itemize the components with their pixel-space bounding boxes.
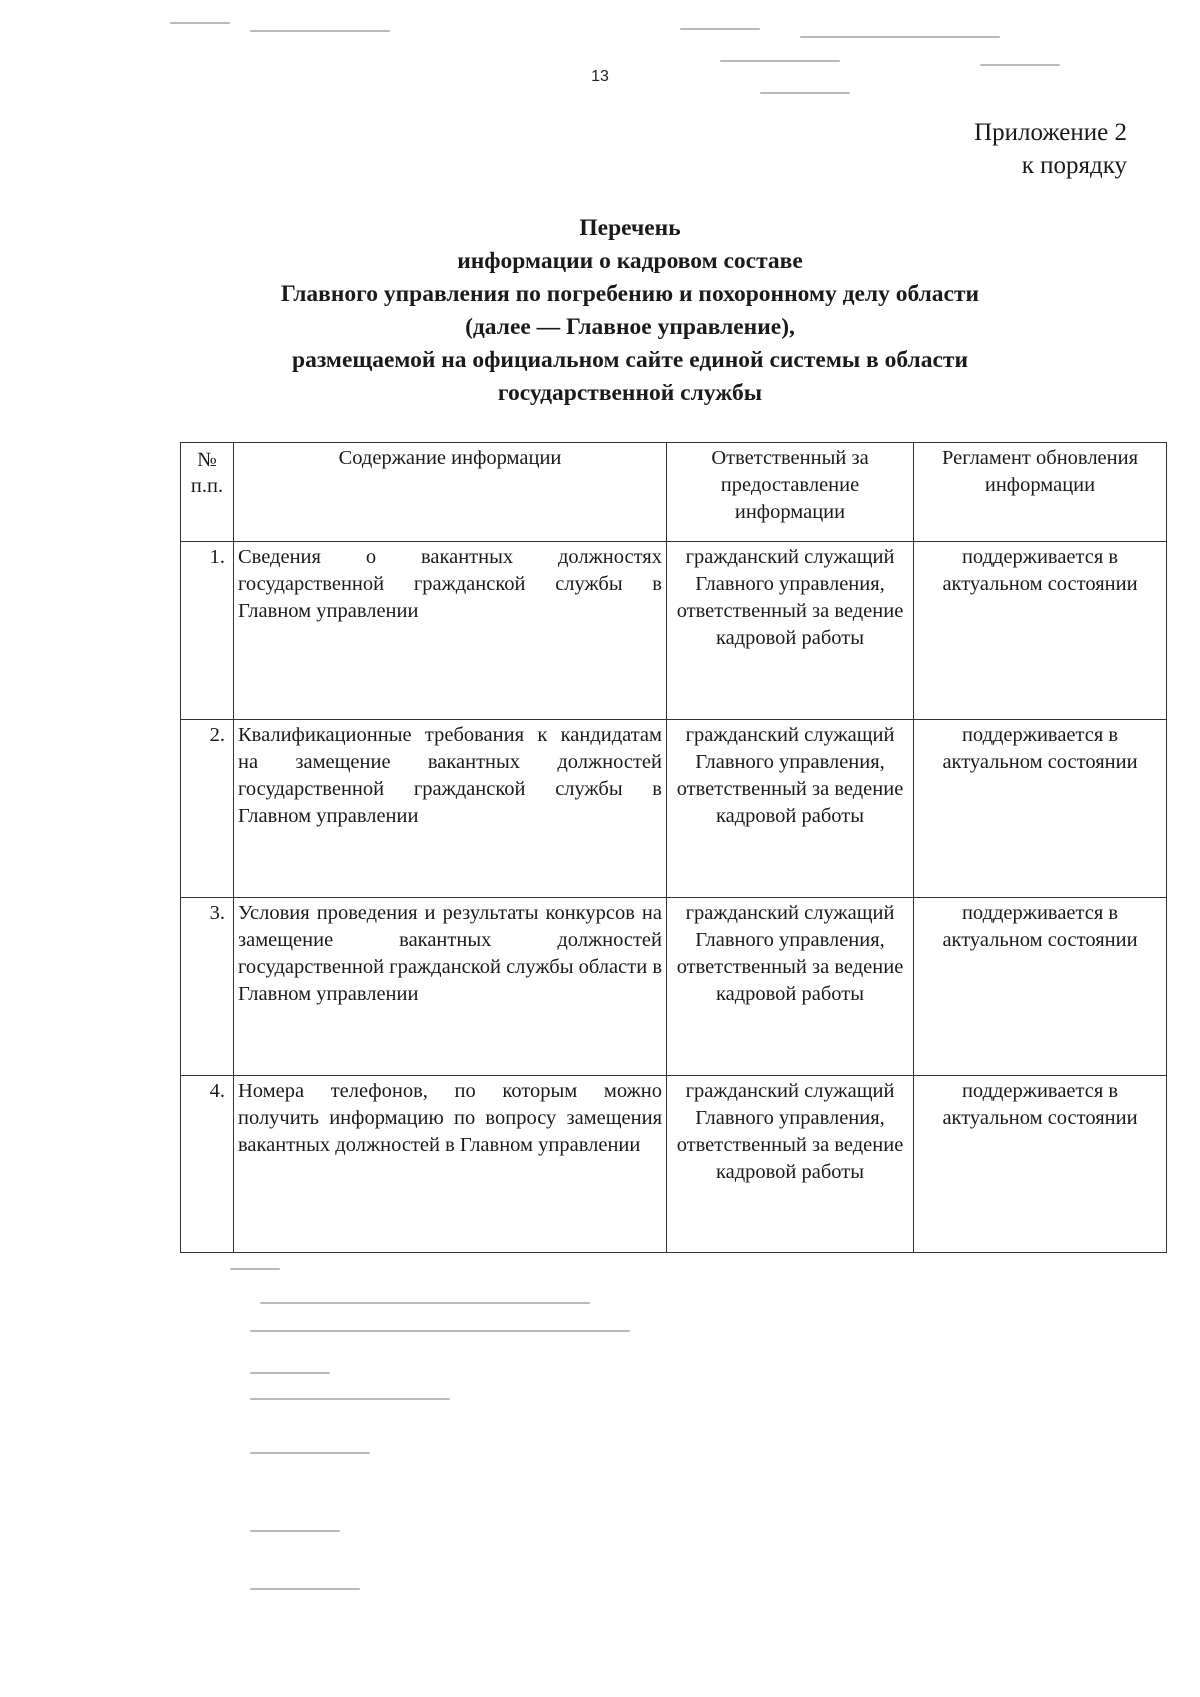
information-table bbox=[180, 442, 1167, 1253]
row-num: 2. bbox=[181, 720, 234, 898]
table-header-row bbox=[181, 443, 1167, 542]
row-content: Сведения о вакантных должностях государственной гражданской службы в Главном управлении bbox=[234, 542, 667, 720]
appendix-note bbox=[974, 116, 1127, 182]
heading-line-4: (далее — Главное управление), bbox=[465, 314, 795, 340]
row-schedule: поддерживается в актуальном состоянии bbox=[914, 1076, 1167, 1253]
row-num: 4. bbox=[181, 1076, 234, 1253]
heading-line-1: Перечень bbox=[579, 215, 681, 241]
row-responsible: гражданский служащий Главного управления, ответственный за ведение кадровой работы bbox=[667, 542, 914, 720]
row-responsible: гражданский служащий Главного управления, ответственный за ведение кадровой работы bbox=[667, 898, 914, 1076]
heading-line-3: Главного управления по погребению и похоронному делу области bbox=[280, 281, 980, 307]
row-content: Номера телефонов, по которым можно получить информацию по вопросу замещения вакантных должностей в Главном управлении bbox=[234, 1076, 667, 1253]
heading-line-5: размещаемой на официальном сайте единой системы в области bbox=[292, 347, 968, 373]
header-content: Содержание информации bbox=[234, 443, 667, 542]
row-content: Условия проведения и результаты конкурсов на замещение вакантных должностей государственной гражданской службы области в Главном управлении bbox=[234, 898, 667, 1076]
table-row bbox=[181, 542, 1167, 720]
header-schedule: Регламент обновления информации bbox=[914, 443, 1167, 542]
row-schedule: поддерживается в актуальном состоянии bbox=[914, 542, 1167, 720]
row-schedule: поддерживается в актуальном состоянии bbox=[914, 720, 1167, 898]
row-num: 3. bbox=[181, 898, 234, 1076]
header-num: № п.п. bbox=[181, 443, 234, 542]
appendix-line-1: Приложение 2 bbox=[974, 119, 1127, 146]
document-heading bbox=[180, 212, 1080, 410]
row-num: 1. bbox=[181, 542, 234, 720]
table-row bbox=[181, 898, 1167, 1076]
appendix-line-2: к порядку bbox=[1021, 152, 1127, 179]
row-responsible: гражданский служащий Главного управления, ответственный за ведение кадровой работы bbox=[667, 1076, 914, 1253]
page-number: 13 bbox=[591, 68, 609, 85]
row-content: Квалификационные требования к кандидатам на замещение вакантных должностей государственной гражданской службы в Главном управлении bbox=[234, 720, 667, 898]
heading-line-2: информации о кадровом составе bbox=[457, 248, 803, 274]
row-schedule: поддерживается в актуальном состоянии bbox=[914, 898, 1167, 1076]
table-row bbox=[181, 1076, 1167, 1253]
table-row bbox=[181, 720, 1167, 898]
header-responsible: Ответственный за предоставление информации bbox=[667, 443, 914, 542]
row-responsible: гражданский служащий Главного управления, ответственный за ведение кадровой работы bbox=[667, 720, 914, 898]
heading-line-6: государственной службы bbox=[497, 380, 763, 406]
